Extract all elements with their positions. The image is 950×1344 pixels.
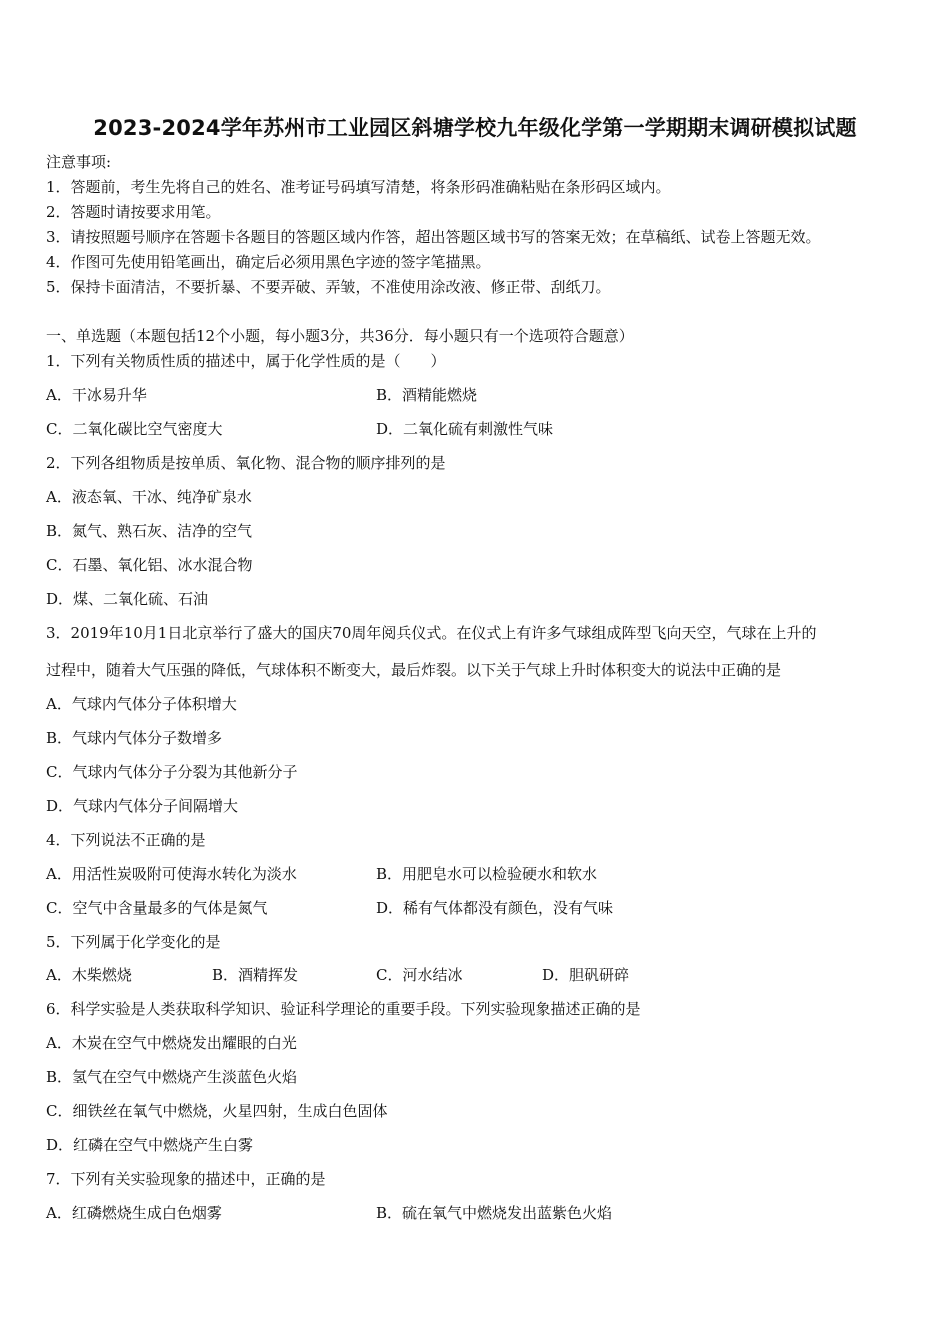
option-b: B．氢气在空气中燃烧产生淡蓝色火焰 bbox=[46, 1068, 298, 1086]
question-stem: 1．下列有关物质性质的描述中，属于化学性质的是（ ） bbox=[46, 352, 446, 370]
option-a: A．木柴燃烧 bbox=[46, 966, 132, 984]
option-b: B．硫在氧气中燃烧发出蓝紫色火焰 bbox=[376, 1204, 613, 1222]
option-d: D．煤、二氧化硫、石油 bbox=[46, 590, 209, 608]
notice-item: 2．答题时请按要求用笔。 bbox=[46, 203, 221, 221]
section-heading: 一、单选题（本题包括12个小题，每小题3分，共36分．每小题只有一个选项符合题意） bbox=[46, 327, 634, 345]
option-a: A．液态氧、干冰、纯净矿泉水 bbox=[46, 488, 252, 506]
option-c: C．二氧化碳比空气密度大 bbox=[46, 420, 223, 438]
option-c: C．石墨、氧化铝、冰水混合物 bbox=[46, 556, 253, 574]
question-stem: 6．科学实验是人类获取科学知识、验证科学理论的重要手段。下列实验现象描述正确的是 bbox=[46, 1000, 641, 1018]
option-a: A．气球内气体分子体积增大 bbox=[46, 695, 237, 713]
option-a: A．红磷燃烧生成白色烟雾 bbox=[46, 1204, 222, 1222]
option-b: B．用肥皂水可以检验硬水和软水 bbox=[376, 865, 598, 883]
option-d: D．红磷在空气中燃烧产生白雾 bbox=[46, 1136, 254, 1154]
exam-title: 2023-2024学年苏州市工业园区斜塘学校九年级化学第一学期期末调研模拟试题 bbox=[93, 116, 857, 140]
option-a: A．木炭在空气中燃烧发出耀眼的白光 bbox=[46, 1034, 297, 1052]
question-stem: 5．下列属于化学变化的是 bbox=[46, 933, 221, 951]
notice-heading: 注意事项: bbox=[46, 153, 112, 171]
option-d: D．气球内气体分子间隔增大 bbox=[46, 797, 239, 815]
option-b: B．气球内气体分子数增多 bbox=[46, 729, 223, 747]
option-a: A．干冰易升华 bbox=[46, 386, 147, 404]
question-stem: 2．下列各组物质是按单质、氧化物、混合物的顺序排列的是 bbox=[46, 454, 446, 472]
option-d: D．稀有气体都没有颜色，没有气味 bbox=[376, 899, 614, 917]
option-c: C．空气中含量最多的气体是氮气 bbox=[46, 899, 268, 917]
notice-item: 3．请按照题号顺序在答题卡各题目的答题区域内作答，超出答题区域书写的答案无效；在草稿纸、试卷上答题无效。 bbox=[46, 228, 821, 246]
option-a: A．用活性炭吸附可使海水转化为淡水 bbox=[46, 865, 297, 883]
question-stem: 4．下列说法不正确的是 bbox=[46, 831, 206, 849]
notice-item: 4．作图可先使用铅笔画出，确定后必须用黑色字迹的签字笔描黑。 bbox=[46, 253, 491, 271]
option-c: C．河水结冰 bbox=[376, 966, 463, 984]
option-d: D．二氧化硫有刺激性气味 bbox=[376, 420, 554, 438]
question-stem-line: 过程中，随着大气压强的降低，气球体积不断变大，最后炸裂。以下关于气球上升时体积变大的说法中正确的是 bbox=[46, 661, 782, 679]
option-d: D．胆矾研碎 bbox=[542, 966, 630, 984]
notice-item: 5．保持卡面清洁，不要折暴、不要弄破、弄皱，不准使用涂改液、修正带、刮纸刀。 bbox=[46, 278, 611, 296]
option-b: B．酒精能燃烧 bbox=[376, 386, 478, 404]
option-b: B．氮气、熟石灰、洁净的空气 bbox=[46, 522, 253, 540]
option-c: C．气球内气体分子分裂为其他新分子 bbox=[46, 763, 298, 781]
question-stem: 7．下列有关实验现象的描述中，正确的是 bbox=[46, 1170, 326, 1188]
option-b: B．酒精挥发 bbox=[212, 966, 299, 984]
notice-item: 1．答题前，考生先将自己的姓名、准考证号码填写清楚，将条形码准确粘贴在条形码区域内。 bbox=[46, 178, 671, 196]
question-stem-line: 3．2019年10月1日北京举行了盛大的国庆70周年阅兵仪式。在仪式上有许多气球组成阵型飞向天空，气球在上升的 bbox=[46, 624, 817, 642]
option-c: C．细铁丝在氧气中燃烧，火星四射，生成白色固体 bbox=[46, 1102, 388, 1120]
